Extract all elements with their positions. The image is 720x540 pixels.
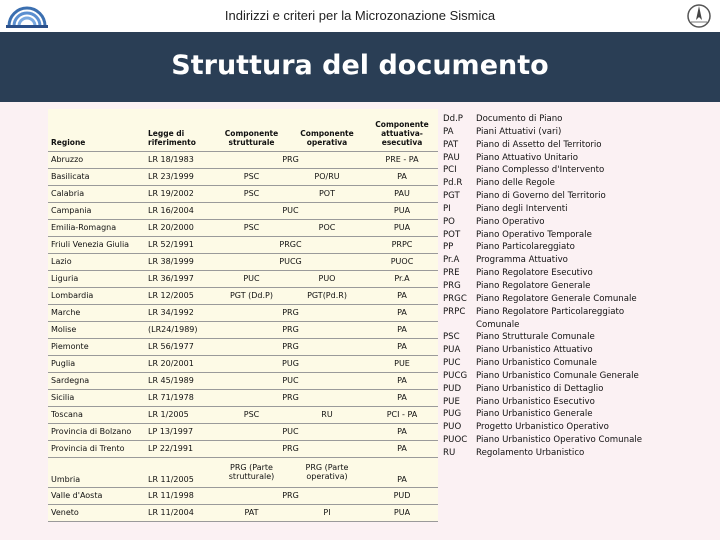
cell-strutturale: PRG (Parte strutturale) (215, 457, 288, 487)
cell-piano-unico: PUC (215, 423, 366, 440)
cell-piano-unico: PUC (215, 202, 366, 219)
cell-legge: LR 52/1991 (145, 236, 215, 253)
cell-operativa: PO/RU (288, 168, 366, 185)
legend-abbreviation: PUA (443, 345, 461, 356)
legend-item (443, 447, 656, 460)
cell-regione: Provincia di Trento (48, 440, 145, 457)
cell-attuativa: PA (366, 457, 438, 487)
cell-attuativa: PA (366, 338, 438, 355)
legend-description: Piano di Governo del Territorio (476, 191, 606, 202)
cell-piano-unico: PRG (215, 151, 366, 168)
cell-piano-unico: PUG (215, 355, 366, 372)
cell-attuativa: PRE - PA (366, 151, 438, 168)
legend-description: Piano Regolatore Particolareggiato Comunale (476, 306, 625, 330)
cell-legge: (LR24/1989) (145, 321, 215, 338)
cell-operativa: PGT(Pd.R) (288, 287, 366, 304)
cell-regione: Marche (48, 304, 145, 321)
header-operativa: Componente operativa (288, 109, 366, 151)
table-row (48, 321, 438, 338)
legend-description: Piano Operativo Temporale (476, 229, 592, 240)
cell-strutturale: PGT (Dd.P) (215, 287, 288, 304)
legend-abbreviation: PUC (443, 358, 461, 369)
cell-attuativa: PA (366, 372, 438, 389)
cell-strutturale: PUC (215, 270, 288, 287)
legend-item (443, 357, 656, 370)
compass-logo-icon (686, 3, 712, 29)
legend-item (443, 293, 656, 306)
table-row (48, 504, 438, 521)
abbreviation-legend (443, 113, 656, 460)
cell-regione: Provincia di Bolzano (48, 423, 145, 440)
legend-abbreviation: PRGC (443, 293, 467, 304)
legend-description: Progetto Urbanistico Operativo (476, 422, 609, 433)
legend-abbreviation: PP (443, 242, 454, 253)
cell-regione: Friuli Venezia Giulia (48, 236, 145, 253)
cell-piano-unico: PRG (215, 304, 366, 321)
legend-item (443, 421, 656, 434)
cell-attuativa: PA (366, 321, 438, 338)
legend-abbreviation: PAT (443, 139, 459, 150)
cell-attuativa: Pr.A (366, 270, 438, 287)
cell-attuativa: PUA (366, 504, 438, 521)
cell-legge: LP 22/1991 (145, 440, 215, 457)
cell-legge: LR 11/2005 (145, 457, 215, 487)
legend-description: Piano Particolareggiato (476, 242, 575, 253)
cell-attuativa: PA (366, 287, 438, 304)
cell-legge: LR 71/1978 (145, 389, 215, 406)
legend-description: Documento di Piano (476, 114, 563, 124)
cell-attuativa: PA (366, 304, 438, 321)
legend-description: Piano Complesso d'Intervento (476, 165, 605, 176)
cell-piano-unico: PUC (215, 372, 366, 389)
cell-regione: Veneto (48, 504, 145, 521)
legend-abbreviation: PAU (443, 152, 460, 163)
cell-regione: Emilia-Romagna (48, 219, 145, 236)
legend-abbreviation: PUD (443, 383, 462, 394)
cell-regione: Lombardia (48, 287, 145, 304)
cell-piano-unico: PRG (215, 389, 366, 406)
legend-abbreviation: RU (443, 447, 456, 458)
table-row (48, 253, 438, 270)
cell-piano-unico: PRG (215, 338, 366, 355)
cell-strutturale: PSC (215, 185, 288, 202)
legend-description: Piano Urbanistico Esecutivo (476, 396, 595, 407)
cell-attuativa: PUD (366, 487, 438, 504)
legend-abbreviation: Pr.A (443, 255, 460, 266)
cell-attuativa: PA (366, 168, 438, 185)
legend-description: Piano Urbanistico Comunale Generale (476, 370, 639, 381)
cell-regione: Molise (48, 321, 145, 338)
legend-abbreviation: PRG (443, 280, 461, 291)
table-row (48, 423, 438, 440)
header-regione: Regione (48, 109, 145, 151)
cell-legge: LR 19/2002 (145, 185, 215, 202)
cell-operativa: PUO (288, 270, 366, 287)
legend-description: Piano delle Regole (476, 178, 555, 189)
cell-attuativa: PCI - PA (366, 406, 438, 423)
legend-abbreviation: POT (443, 229, 461, 240)
legend-abbreviation: PUO (443, 422, 462, 433)
legend-description: Piano Operativo (476, 216, 545, 227)
legend-description: Programma Attuativo (476, 255, 568, 266)
cell-regione: Umbria (48, 457, 145, 487)
legend-item (443, 254, 656, 267)
cell-strutturale: PSC (215, 168, 288, 185)
cell-operativa: PRG (Parte operativa) (288, 457, 366, 487)
cell-regione: Basilicata (48, 168, 145, 185)
table-row (48, 168, 438, 185)
table-header-row (48, 109, 438, 151)
legend-item (443, 164, 656, 177)
table-row (48, 219, 438, 236)
legend-abbreviation: PRPC (443, 306, 466, 317)
table-row (48, 270, 438, 287)
cell-regione: Sardegna (48, 372, 145, 389)
cell-regione: Piemonte (48, 338, 145, 355)
cell-regione: Lazio (48, 253, 145, 270)
header-subtitle: Indirizzi e criteri per la Microzonazione Sismica (224, 8, 496, 23)
legend-abbreviation: PI (443, 203, 451, 214)
table-row (48, 185, 438, 202)
legend-description: Piani Attuativi (vari) (476, 126, 562, 137)
cell-legge: LR 18/1983 (145, 151, 215, 168)
legend-abbreviation: PUG (443, 409, 462, 420)
legend-abbreviation: PA (443, 126, 454, 137)
cell-attuativa: PA (366, 423, 438, 440)
cell-attuativa: PUA (366, 219, 438, 236)
cell-legge: LR 36/1997 (145, 270, 215, 287)
legend-abbreviation: PCI (443, 165, 457, 176)
table-row (48, 287, 438, 304)
legend-description: Piano Regolatore Esecutivo (476, 268, 593, 279)
cell-legge: LR 45/1989 (145, 372, 215, 389)
table-row (48, 202, 438, 219)
cell-legge: LR 16/2004 (145, 202, 215, 219)
legend-item (443, 177, 656, 190)
legend-description: Piano Regolatore Generale Comunale (476, 293, 637, 304)
legend-item (443, 331, 656, 344)
table-row (48, 236, 438, 253)
cell-regione: Abruzzo (48, 151, 145, 168)
legend-item (443, 241, 656, 254)
cell-legge: LR 20/2000 (145, 219, 215, 236)
cell-attuativa: PA (366, 440, 438, 457)
top-bar (0, 0, 720, 32)
legend-description: Piano Urbanistico Comunale (476, 358, 597, 369)
legend-item (443, 152, 656, 165)
legend-abbreviation: PUOC (443, 435, 468, 446)
legend-abbreviation: Dd.P (443, 114, 463, 124)
legend-abbreviation: PSC (443, 332, 460, 343)
legend-description: Piano Strutturale Comunale (476, 332, 595, 343)
cell-attuativa: PRPC (366, 236, 438, 253)
cell-regione: Calabria (48, 185, 145, 202)
legend-item (443, 126, 656, 139)
cell-piano-unico: PUCG (215, 253, 366, 270)
cell-attuativa: PAU (366, 185, 438, 202)
cell-legge: LP 13/1997 (145, 423, 215, 440)
table-row (48, 406, 438, 423)
legend-description: Regolamento Urbanistico (476, 447, 585, 458)
legend-description: Piano Urbanistico Operativo Comunale (476, 435, 643, 446)
cell-legge: LR 20/2001 (145, 355, 215, 372)
cell-strutturale: PAT (215, 504, 288, 521)
legend-item (443, 306, 656, 332)
cell-attuativa: PUOC (366, 253, 438, 270)
legend-item (443, 396, 656, 409)
legend-abbreviation: PUCG (443, 370, 468, 381)
legend-abbreviation: Pd.R (443, 178, 463, 189)
page-title: Struttura del documento (171, 50, 549, 81)
legend-item (443, 408, 656, 421)
table-row (48, 151, 438, 168)
legend-item (443, 203, 656, 216)
cell-piano-unico: PRG (215, 487, 366, 504)
table-row (48, 457, 438, 487)
legend-item (443, 344, 656, 357)
cell-attuativa: PUE (366, 355, 438, 372)
cell-legge: LR 38/1999 (145, 253, 215, 270)
cell-regione: Valle d'Aosta (48, 487, 145, 504)
legend-abbreviation: PRE (443, 268, 460, 279)
cell-regione: Liguria (48, 270, 145, 287)
legend-description: Piano Urbanistico Attuativo (476, 345, 593, 356)
cell-piano-unico: PRGC (215, 236, 366, 253)
header-legge: Legge di riferimento (145, 109, 215, 151)
legend-description: Piano Attuativo Unitario (476, 152, 579, 163)
cell-legge: LR 11/1998 (145, 487, 215, 504)
cell-legge: LR 23/1999 (145, 168, 215, 185)
cell-operativa: RU (288, 406, 366, 423)
legend-item (443, 267, 656, 280)
legend-description: Piano Urbanistico di Dettaglio (476, 383, 604, 394)
table-row (48, 304, 438, 321)
table-row (48, 338, 438, 355)
cell-legge: LR 1/2005 (145, 406, 215, 423)
header-strutturale: Componente strutturale (215, 109, 288, 151)
cell-regione: Campania (48, 202, 145, 219)
cell-legge: LR 12/2005 (145, 287, 215, 304)
cell-operativa: PI (288, 504, 366, 521)
legend-item (443, 434, 656, 447)
cell-regione: Sicilia (48, 389, 145, 406)
cell-regione: Puglia (48, 355, 145, 372)
legend-item (443, 139, 656, 152)
legend-abbreviation: PO (443, 216, 455, 227)
regional-plans-table (48, 109, 438, 522)
legend-description: Piano degli Interventi (476, 203, 568, 214)
table-row (48, 372, 438, 389)
legend-item (443, 190, 656, 203)
legend-description: Piano Urbanistico Generale (476, 409, 593, 420)
cell-operativa: POC (288, 219, 366, 236)
cell-legge: LR 56/1977 (145, 338, 215, 355)
cell-legge: LR 11/2004 (145, 504, 215, 521)
legend-item (443, 113, 656, 126)
cell-attuativa: PUA (366, 202, 438, 219)
legend-description: Piano Regolatore Generale (476, 280, 591, 291)
cell-piano-unico: PRG (215, 321, 366, 338)
legend-abbreviation: PUE (443, 396, 460, 407)
legend-item (443, 383, 656, 396)
legend-description: Piano di Assetto del Territorio (476, 139, 602, 150)
legend-abbreviation: PGT (443, 191, 460, 202)
header-attuativa: Componente attuativa-esecutiva (366, 109, 438, 151)
legend-item (443, 216, 656, 229)
cell-piano-unico: PRG (215, 440, 366, 457)
cell-strutturale: PSC (215, 219, 288, 236)
legend-item (443, 229, 656, 242)
table-row (48, 440, 438, 457)
cell-regione: Toscana (48, 406, 145, 423)
cell-legge: LR 34/1992 (145, 304, 215, 321)
table-row (48, 487, 438, 504)
legend-item (443, 370, 656, 383)
cell-attuativa: PA (366, 389, 438, 406)
cell-strutturale: PSC (215, 406, 288, 423)
legend-item (443, 280, 656, 293)
table-row (48, 389, 438, 406)
title-banner (0, 32, 720, 102)
table-row (48, 355, 438, 372)
cell-operativa: POT (288, 185, 366, 202)
